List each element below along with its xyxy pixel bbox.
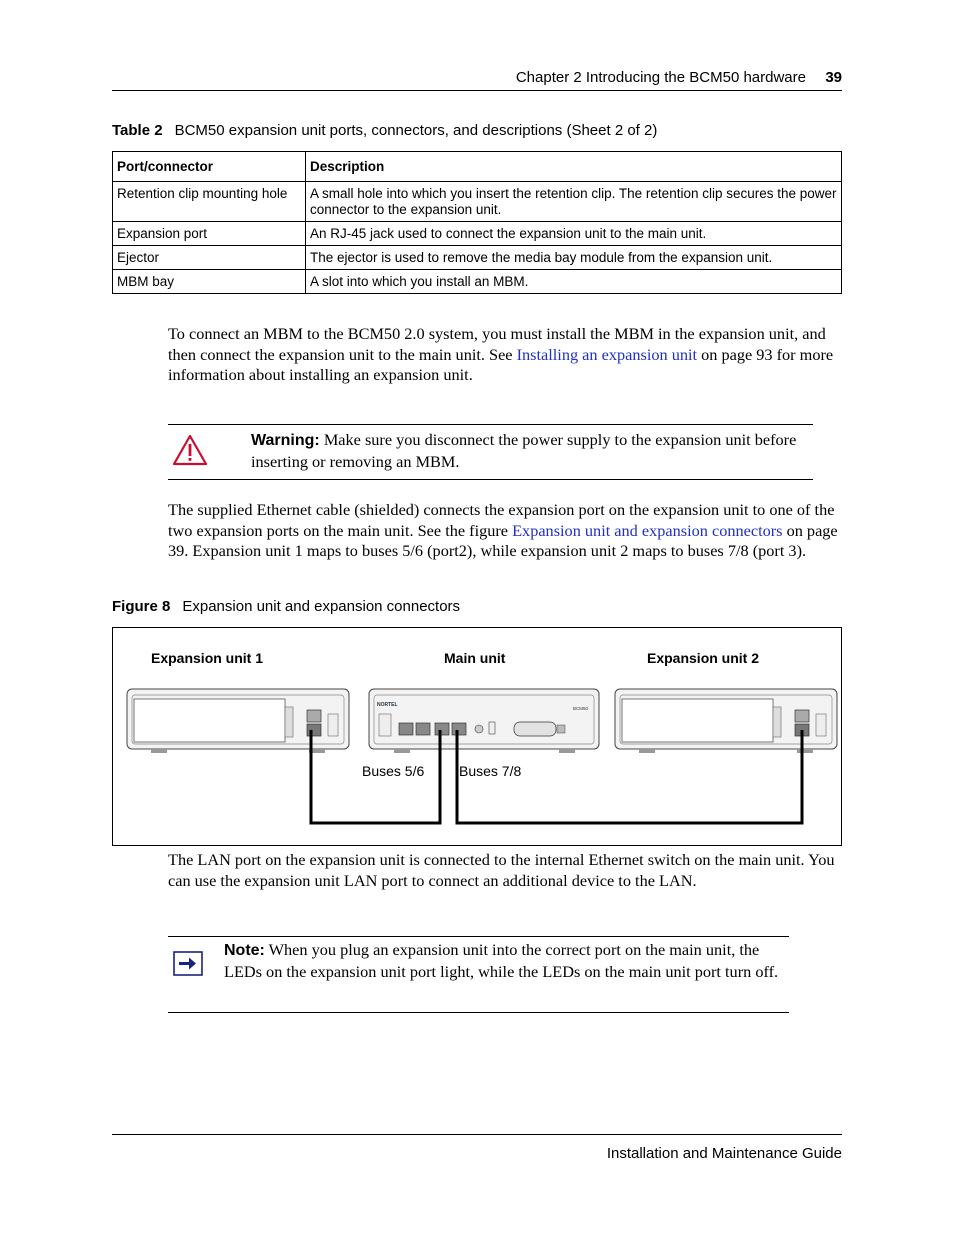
table-cell: An RJ-45 jack used to connect the expansion unit to the main unit. bbox=[306, 222, 842, 246]
installing-expansion-unit-link[interactable]: Installing an expansion unit bbox=[516, 344, 698, 364]
expansion-unit-2-label: Expansion unit 2 bbox=[647, 650, 760, 666]
table-title: BCM50 expansion unit ports, connectors, and descriptions (Sheet 2 of 2) bbox=[174, 122, 658, 139]
paragraph-text: The supplied Ethernet cable (shielded) connects the expansion port on the expansion unit to one of the two expansion ports on the main unit. See the figure bbox=[168, 500, 835, 540]
warning-text bbox=[251, 430, 811, 472]
table-row bbox=[113, 182, 842, 222]
column-header: Port/connector bbox=[113, 152, 306, 182]
table-cell: The ejector is used to remove the media bay module from the expansion unit. bbox=[306, 246, 842, 270]
main-unit bbox=[369, 689, 599, 753]
table-cell: Ejector bbox=[113, 246, 306, 270]
page-number: 39 bbox=[825, 69, 842, 86]
table-row bbox=[113, 246, 842, 270]
table-cell: Retention clip mounting hole bbox=[113, 182, 306, 222]
paragraph-text: on page 39. Expansion unit 1 maps to buses 5/6 (port2), while expansion unit 2 maps to buses 7/8 (port 3). bbox=[168, 520, 838, 560]
paragraph-text: The LAN port on the expansion unit is connected to the internal Ethernet switch on the main unit. You can use the expansion unit LAN port to connect an additional device to the LAN. bbox=[168, 850, 835, 890]
table-cell: Expansion port bbox=[113, 222, 306, 246]
table-row bbox=[113, 222, 842, 246]
table-cell: A small hole into which you insert the retention clip. The retention clip secures the power connector to the expansion unit. bbox=[306, 182, 842, 222]
note-box bbox=[168, 936, 789, 1013]
expansion-connectors-figure-link[interactable]: Expansion unit and expansion connectors bbox=[512, 520, 783, 540]
column-header: Description bbox=[306, 152, 842, 182]
brand-text: NORTEL bbox=[377, 702, 398, 708]
warning-box bbox=[168, 424, 813, 480]
figure-caption bbox=[112, 598, 460, 615]
expansion-figure bbox=[112, 627, 842, 846]
warning-triangle-icon bbox=[172, 434, 208, 466]
table-cell: MBM bay bbox=[113, 270, 306, 294]
model-text: BCM50 bbox=[573, 706, 589, 711]
warning-label: Warning: bbox=[251, 432, 320, 449]
body-paragraph bbox=[168, 324, 842, 386]
note-body: When you plug an expansion unit into the correct port on the main unit, the LEDs on the expansion unit port light, while the LEDs on the main unit port turn off. bbox=[224, 940, 779, 981]
warning-body: Make sure you disconnect the power supply to the expansion unit before inserting or removing an MBM. bbox=[251, 430, 797, 471]
footer-text: Installation and Maintenance Guide bbox=[606, 1145, 842, 1162]
expansion-unit-2 bbox=[615, 689, 837, 753]
body-paragraph bbox=[168, 500, 842, 562]
ports-table bbox=[112, 151, 842, 294]
note-label: Note: bbox=[224, 942, 265, 959]
table-cell: A slot into which you install an MBM. bbox=[306, 270, 842, 294]
expansion-unit-1-label: Expansion unit 1 bbox=[151, 650, 264, 666]
figure-label: Figure 8 bbox=[112, 598, 171, 615]
table-label: Table 2 bbox=[112, 122, 163, 139]
units-diagram bbox=[113, 628, 841, 845]
expansion-unit-1 bbox=[127, 689, 349, 753]
body-paragraph bbox=[168, 850, 842, 891]
page-footer bbox=[112, 1134, 842, 1162]
chapter-title: Chapter 2 Introducing the BCM50 hardware bbox=[515, 69, 806, 86]
table-row bbox=[113, 270, 842, 294]
main-unit-label: Main unit bbox=[444, 650, 506, 666]
arrow-right-icon bbox=[173, 951, 203, 976]
paragraph-text: To connect an MBM to the BCM50 2.0 system, you must install the MBM in the expansion unit, and then connect the expansion unit to the main unit. See bbox=[168, 324, 826, 364]
figure-title: Expansion unit and expansion connectors bbox=[182, 598, 461, 615]
buses-5-6-label: Buses 5/6 bbox=[362, 763, 425, 779]
table-caption bbox=[112, 122, 657, 139]
note-text bbox=[224, 940, 787, 982]
table-header-row bbox=[113, 152, 842, 182]
paragraph-text: on page 93 for more information about installing an expansion unit. bbox=[168, 344, 834, 384]
buses-7-8-label: Buses 7/8 bbox=[459, 763, 522, 779]
page-header bbox=[112, 68, 842, 91]
